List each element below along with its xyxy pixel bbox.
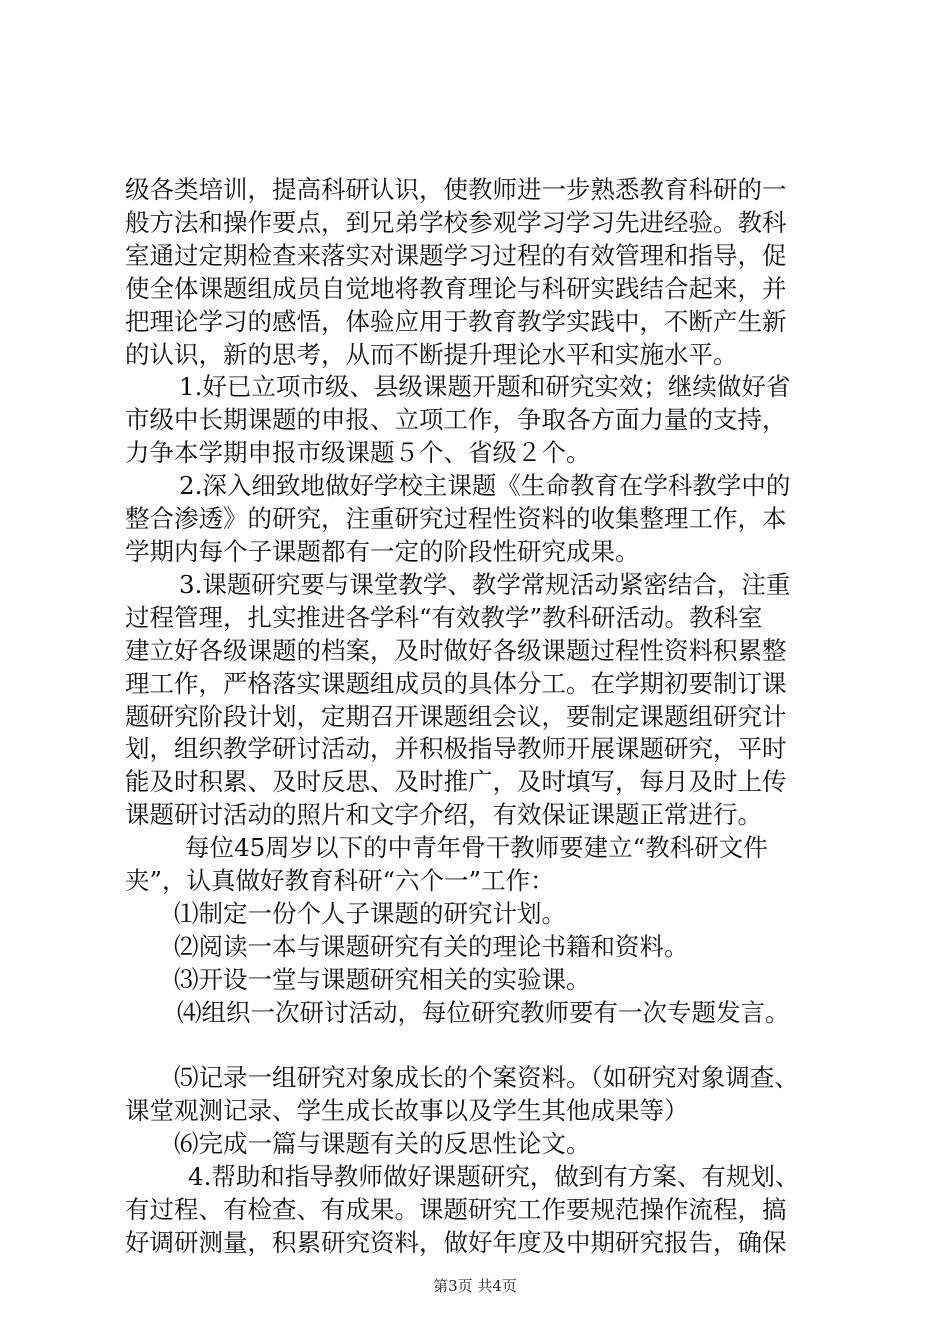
text-line: 能及时积累、及时反思、及时推广，及时填写，每月及时上传 (125, 767, 787, 797)
text-line: 3.课题研究要与课堂教学、教学常规活动紧密结合，注重 (179, 569, 791, 599)
text-line: 建立好各级课题的档案，及时做好各级课题过程性资料积累整 (125, 635, 787, 665)
text-line: 2.深入细致地做好学校主课题《生命教育在学科教学中的 (179, 471, 791, 501)
text-line: 室通过定期检查来落实对课题学习过程的有效管理和指导，促 (125, 240, 787, 270)
text-line: 每位45周岁以下的中青年骨干教师要建立“教科研文件 (185, 833, 768, 863)
text-line: 课题研讨活动的照片和文字介绍，有效保证课题正常进行。 (125, 800, 762, 830)
text-line: 夹”，认真做好教育科研“六个一”工作： (125, 866, 555, 896)
text-line: 级各类培训，提高科研认识，使教师进一步熟悉教育科研的一 (125, 175, 787, 204)
text-line: 把理论学习的感悟，体验应用于教育教学实践中，不断产生新 (125, 306, 787, 336)
text-line: ⑸记录一组研究对象成长的个案资料。（如研究对象调查、 (174, 1063, 799, 1093)
text-line: 理工作，严格落实课题组成员的具体分工。在学期初要制订课 (125, 668, 787, 698)
text-line: 题研究阶段计划，定期召开课题组会议，要制定课题组研究计 (125, 701, 787, 731)
text-line: 过程管理，扎实推进各学科“有效教学”教科研活动。教科室 (125, 602, 763, 632)
text-line: ⑹完成一篇与课题有关的反思性论文。 (174, 1129, 591, 1159)
page-footer: 第3页 共4页 (433, 1277, 517, 1295)
text-line: ⑴制定一份个人子课题的研究计划。 (174, 898, 566, 928)
text-line: 学期内每个子课题都有一定的阶段性研究成果。 (125, 536, 640, 566)
text-line: 的认识，新的思考，从而不断提升理论水平和实施水平。 (125, 339, 738, 369)
text-line: 好调研测量，积累研究资料，做好年度及中期研究报告，确保 (125, 1227, 787, 1257)
text-line: ⑷组织一次研讨活动，每位研究教师要有一次专题发言。 (177, 997, 790, 1027)
text-line: 般方法和操作要点，到兄弟学校参观学习学习先进经验。教科 (125, 207, 787, 237)
text-line: 划，组织教学研讨活动，并积极指导教师开展课题研究，平时 (125, 734, 787, 764)
blank-line (125, 1030, 833, 1063)
text-line: 有过程、有检查、有成果。课题研究工作要规范操作流程，搞 (125, 1195, 787, 1225)
text-line: 4.帮助和指导教师做好课题研究，做到有方案、有规划、 (188, 1162, 800, 1192)
text-line: 课堂观测记录、学生成长故事以及学生其他成果等） (125, 1096, 689, 1126)
text-line: 市级中长期课题的申报、立项工作，争取各方面力量的支持， (125, 405, 787, 435)
text-line: 力争本学期申报市级课题５个、省级２个。 (125, 438, 591, 468)
text-line: 整合渗透》的研究，注重研究过程性资料的收集整理工作，本 (125, 504, 787, 534)
document-body (125, 174, 833, 1260)
text-line: 使全体课题组成员自觉地将教育理论与科研实践结合起来，并 (125, 273, 787, 303)
text-line: ⑶开设一堂与课题研究相关的实验课。 (174, 964, 591, 994)
text-line: 1.好已立项市级、县级课题开题和研究实效；继续做好省 (179, 372, 791, 402)
text-line: ⑵阅读一本与课题研究有关的理论书籍和资料。 (174, 931, 689, 961)
